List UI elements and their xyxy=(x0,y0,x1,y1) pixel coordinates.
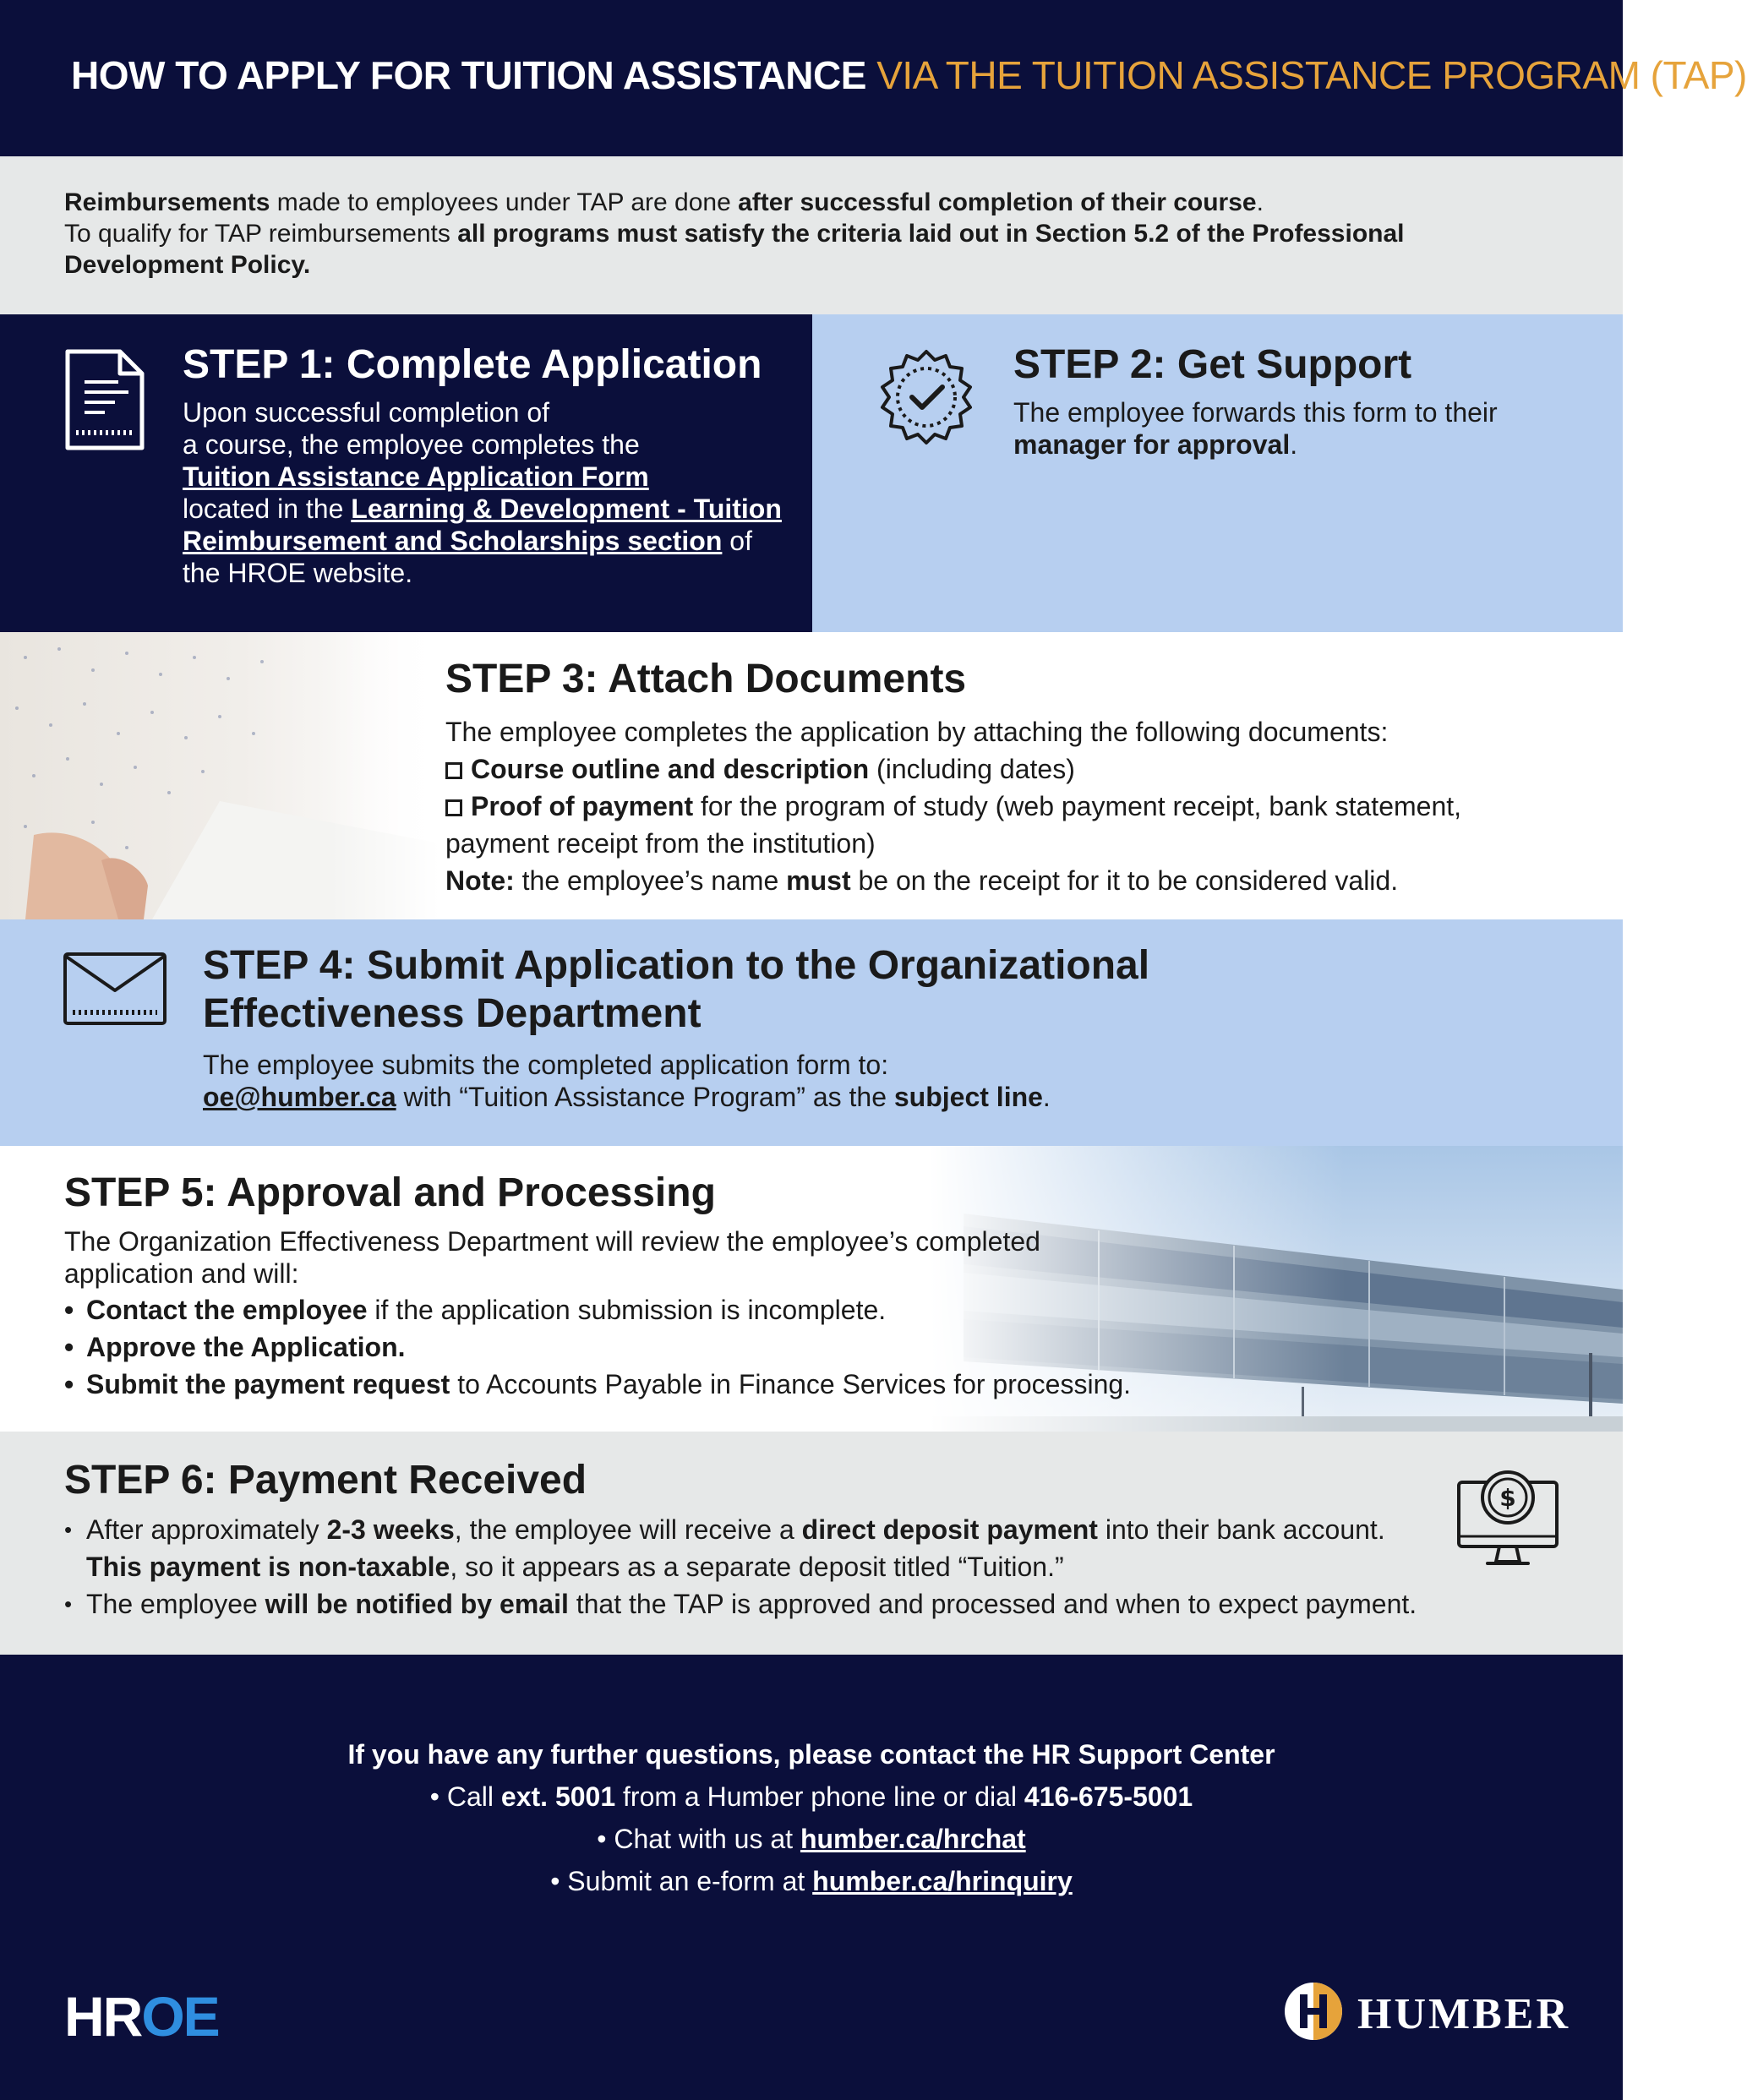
step-3-text xyxy=(445,713,1586,899)
step-3-note xyxy=(445,862,1586,899)
i1-bold2: direct deposit payment xyxy=(801,1514,1098,1545)
step-1-panel xyxy=(0,314,812,632)
intro-l1-text1: made to employees under TAP are done xyxy=(270,188,739,216)
step-5-panel xyxy=(0,1146,1623,1432)
note-text1: the employee’s name xyxy=(514,865,787,896)
item2-text-cont: payment receipt from the institution) xyxy=(445,828,876,859)
hrinquiry-link[interactable]: humber.ca/hrinquiry xyxy=(812,1866,1073,1896)
humber-logo xyxy=(1281,1979,1570,2047)
list-item xyxy=(64,1511,1417,1585)
footer xyxy=(0,1655,1623,2100)
step-5-intro: The Organization Effectiveness Department will review the employee’s completed application and will: xyxy=(64,1226,1040,1289)
checklist-item-proof-of-payment xyxy=(445,788,1586,825)
header-banner xyxy=(0,0,1747,156)
step-4-text3: . xyxy=(1042,1082,1051,1112)
intro-l2-text1: To qualify for TAP reimbursements xyxy=(64,220,458,248)
intro-l2-bold1: all programs must satisfy the criteria laid out in Section 5.2 of the Professional Development Policy. xyxy=(64,220,1405,279)
bullet1-text: if the application submission is incomplete. xyxy=(367,1295,887,1325)
i1-text1: After approximately xyxy=(86,1514,327,1545)
step-1-text xyxy=(183,396,791,589)
checkbox-icon xyxy=(445,762,462,779)
step-3-panel xyxy=(0,632,1623,919)
step-4-title: STEP 4: Submit Application to the Organizational Effectiveness Department xyxy=(203,943,1150,1036)
call-phone: 416-675-5001 xyxy=(1024,1781,1193,1812)
checkbox-icon xyxy=(445,799,462,816)
i1-text3: into their bank account. xyxy=(1097,1514,1385,1545)
step-5-title: STEP 5: Approval and Processing xyxy=(64,1170,716,1215)
note-bold: must xyxy=(786,865,851,896)
list-item xyxy=(64,1585,1417,1623)
title-rest: VIA THE TUITION ASSISTANCE PROGRAM (TAP) xyxy=(876,53,1747,97)
document-icon xyxy=(64,348,145,451)
intro-l1-bold1: Reimbursements xyxy=(64,188,270,216)
step-4-panel xyxy=(0,919,1623,1146)
step-3-intro: The employee completes the application by attaching the following documents: xyxy=(445,717,1389,747)
desk-photo xyxy=(0,632,439,919)
i2-text2: that the TAP is approved and processed and when to expect payment. xyxy=(568,1589,1417,1619)
hand-on-paper-illustration xyxy=(0,632,439,919)
step-1-line1: Upon successful completion of xyxy=(183,397,549,428)
step-3-title: STEP 3: Attach Documents xyxy=(445,657,967,701)
step-1-line2: a course, the employee completes the xyxy=(183,429,640,460)
i1-text4: , so it appears as a separate deposit titled “Tuition.” xyxy=(450,1552,1064,1582)
application-form-link[interactable]: Tuition Assistance Application Form xyxy=(183,461,649,492)
step-2-title: STEP 2: Get Support xyxy=(1013,342,1412,387)
step-5-list xyxy=(64,1291,1131,1403)
list-item xyxy=(64,1291,1131,1328)
item2-text: for the program of study (web payment receipt, bank statement, xyxy=(693,791,1462,821)
note-label: Note: xyxy=(445,865,515,896)
intro-l1-text2: . xyxy=(1256,188,1264,216)
hrchat-link[interactable]: humber.ca/hrchat xyxy=(800,1824,1026,1854)
i1-bold1: 2-3 weeks xyxy=(326,1514,455,1545)
i2-text1: The employee xyxy=(86,1589,265,1619)
humber-wordmark: HUMBER xyxy=(1357,1990,1570,2038)
step-4-text xyxy=(203,1049,1386,1113)
intro-section xyxy=(0,156,1623,314)
humber-h-icon xyxy=(1281,1979,1346,2043)
checklist-item-course-outline xyxy=(445,750,1586,788)
learning-development-link[interactable]: Learning & Development - Tuition Reimbursement and Scholarships section xyxy=(183,494,782,556)
item1-bold: Course outline and description xyxy=(471,754,870,784)
step-6-title: STEP 6: Payment Received xyxy=(64,1458,587,1503)
list-item xyxy=(64,1328,1131,1366)
step-4-text2: with “Tuition Assistance Program” as the xyxy=(396,1082,894,1112)
hroe-hr: HR xyxy=(64,1985,142,2048)
step-1-line4: located in the xyxy=(183,494,352,524)
step-2-panel xyxy=(812,314,1623,632)
chat-text: • Chat with us at xyxy=(597,1824,800,1854)
step-2-text2: . xyxy=(1290,429,1298,460)
badge-check-icon xyxy=(875,348,978,451)
step-6-panel xyxy=(0,1432,1623,1655)
title-bold: HOW TO APPLY FOR TUITION ASSISTANCE xyxy=(71,53,866,97)
intro-l1-bold2: after successful completion of their course xyxy=(738,188,1257,216)
step-4-line1: The employee submits the completed application form to: xyxy=(203,1050,889,1080)
footer-question: If you have any further questions, please contact the HR Support Center xyxy=(347,1739,1275,1770)
step-6-list xyxy=(64,1511,1417,1623)
bullet2-bold: Approve the Application. xyxy=(86,1332,406,1362)
step-2-text xyxy=(1013,396,1563,461)
eform-text: • Submit an e-form at xyxy=(550,1866,813,1896)
intro-line-1 xyxy=(64,187,1559,218)
i2-bold1: will be notified by email xyxy=(265,1589,569,1619)
step-2-text1: The employee forwards this form to their xyxy=(1013,397,1498,428)
bullet3-text: to Accounts Payable in Finance Services for processing. xyxy=(450,1369,1132,1399)
i1-bold3: This payment is non-taxable xyxy=(86,1552,450,1582)
footer-eform-line xyxy=(0,1866,1623,1897)
item1-text: (including dates) xyxy=(869,754,1075,784)
hroe-oe: OE xyxy=(141,1985,219,2048)
step-1-line5: of the HROE website. xyxy=(183,526,752,588)
step-2-bold: manager for approval xyxy=(1013,429,1291,460)
i1-text2: , the employee will receive a xyxy=(454,1514,802,1545)
call-text1: • Call xyxy=(429,1781,501,1812)
hroe-logo xyxy=(64,1984,219,2048)
envelope-icon xyxy=(63,952,167,1026)
call-ext: ext. 5001 xyxy=(500,1781,616,1812)
page-title xyxy=(71,52,1747,98)
call-text2: from a Humber phone line or dial xyxy=(615,1781,1024,1812)
bullet3-bold: Submit the payment request xyxy=(86,1369,450,1399)
footer-call-line xyxy=(0,1781,1623,1813)
monitor-dollar-icon xyxy=(1455,1464,1560,1568)
oe-email-link[interactable]: oe@humber.ca xyxy=(203,1082,396,1112)
step-4-bold: subject line xyxy=(893,1082,1043,1112)
bullet1-bold: Contact the employee xyxy=(86,1295,368,1325)
list-item xyxy=(64,1366,1131,1403)
step-1-title: STEP 1: Complete Application xyxy=(183,342,762,387)
footer-chat-line xyxy=(0,1824,1623,1855)
intro-line-2 xyxy=(64,218,1559,281)
note-text2: be on the receipt for it to be considered valid. xyxy=(850,865,1399,896)
svg-text:$: $ xyxy=(1499,1484,1516,1512)
item2-bold: Proof of payment xyxy=(471,791,694,821)
